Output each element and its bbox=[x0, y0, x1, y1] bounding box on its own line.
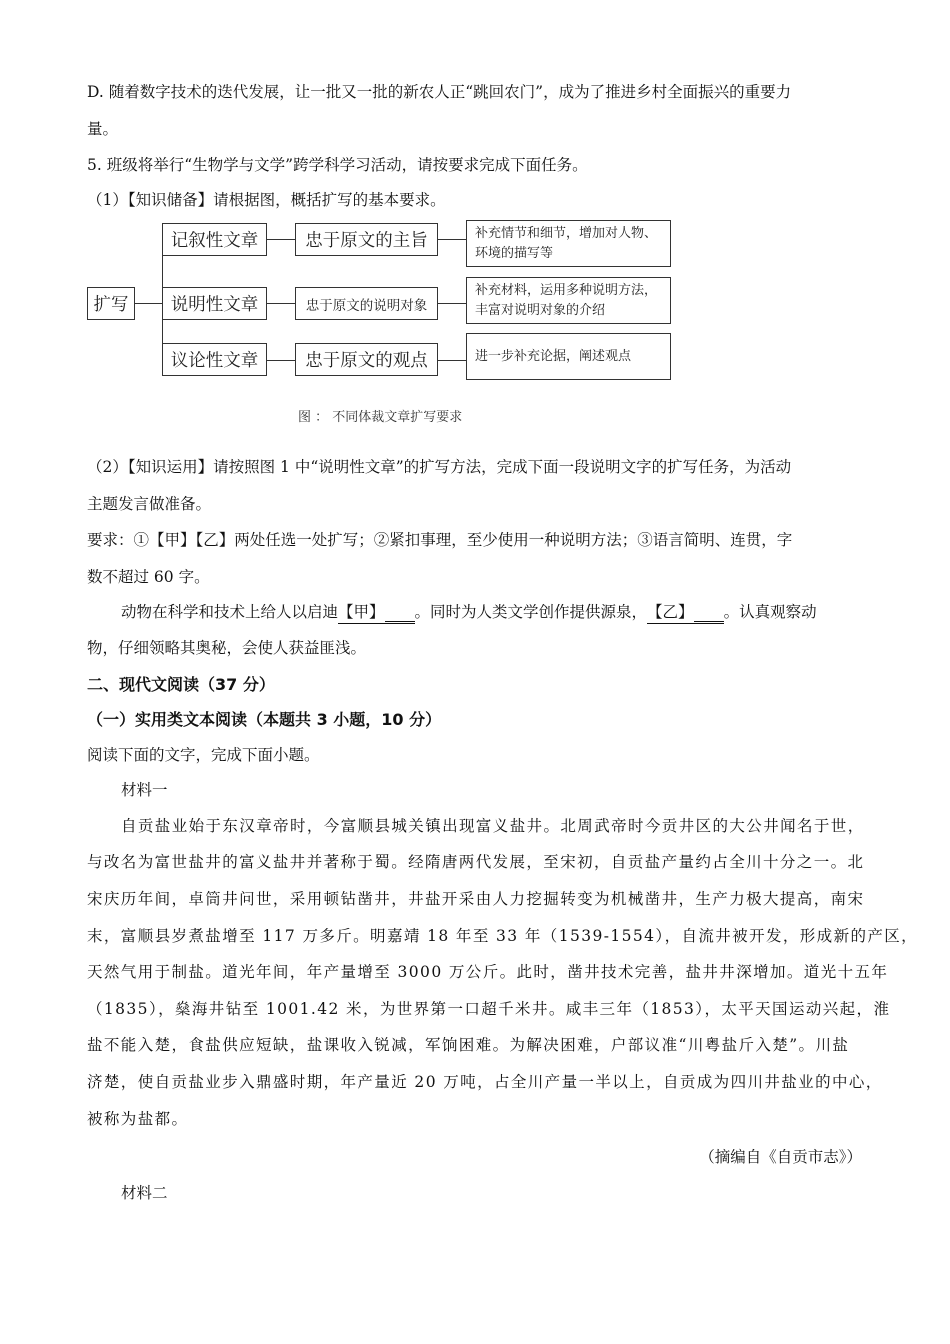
task-2-cont: 主题发言做准备。 bbox=[87, 495, 212, 513]
question-5: 5. 班级将举行“生物学与文学”跨学科学习活动，请按要求完成下面任务。 bbox=[87, 156, 588, 174]
material-1-para: 宋庆历年间，卓筒井问世，采用顿钻凿井，井盐开采由人力挖掘转变为机械凿井，生产力极大提高，南宋 bbox=[87, 890, 865, 908]
material-1-para: 被称为盐都。 bbox=[87, 1110, 189, 1128]
connector bbox=[267, 239, 295, 240]
material-1-para: 济楚，使自贡盐业步入鼎盛时期，年产量近 20 万吨，占全川产量一半以上，自贡成为四川井盐业的中心， bbox=[87, 1073, 883, 1091]
diagram-type-argumentative: 议论性文章 bbox=[162, 343, 267, 376]
diagram-principle-3: 忠于原文的观点 bbox=[295, 343, 438, 376]
expansion-passage bbox=[121, 602, 862, 624]
diagram-principle-1: 忠于原文的主旨 bbox=[295, 223, 438, 256]
reading-instruction: 阅读下面的文字，完成下面小题。 bbox=[87, 746, 320, 764]
requirements-cont: 数不超过 60 字。 bbox=[87, 568, 210, 586]
material-1-para: 自贡盐业始于东汉章帝时，今富顺县城关镇出现富义盐井。北周武帝时今贡井区的大公井闻名于世， bbox=[121, 817, 865, 835]
expansion-passage-cont: 物，仔细领略其奥秘，会使人获益匪浅。 bbox=[87, 639, 367, 657]
diagram-method-1: 补充情节和细节，增加对人物、环境的描写等 bbox=[466, 220, 671, 267]
subsection-heading: （一）实用类文本阅读（本题共 3 小题，10 分） bbox=[87, 710, 442, 729]
task-1: （1）【知识储备】请根据图，概括扩写的基本要求。 bbox=[87, 191, 446, 209]
requirements: 要求：①【甲】【乙】两处任选一处扩写；②紧扣事理，至少使用一种说明方法；③语言简明、连贯，字 bbox=[87, 531, 793, 549]
material-2-label: 材料二 bbox=[121, 1184, 168, 1202]
line-d-option: D. 随着数字技术的迭代发展，让一批又一批的新农人正“跳回农门”，成为了推进乡村全面振兴的重要力 bbox=[87, 83, 792, 101]
material-1-para: 天然气用于制盐。道光年间，年产量增至 3000 万公斤。此时，凿井技术完善，盐井井深增加。道光十五年 bbox=[87, 963, 889, 981]
connector bbox=[267, 303, 295, 304]
diagram-caption: 图 ： 不同体裁文章扩写要求 bbox=[298, 410, 463, 425]
diagram-method-2: 补充材料，运用多种说明方法，丰富对说明对象的介绍 bbox=[466, 277, 671, 324]
connector bbox=[267, 360, 295, 361]
diagram-type-narrative: 记叙性文章 bbox=[162, 223, 267, 256]
line-d-option-cont: 量。 bbox=[87, 120, 119, 138]
passage-text: 。认真观察动 bbox=[723, 603, 817, 621]
diagram-root: 扩写 bbox=[87, 287, 135, 320]
blank-jia: 【甲】 bbox=[338, 602, 415, 624]
diagram-method-3: 进一步补充论据，阐述观点 bbox=[466, 333, 671, 380]
connector bbox=[135, 303, 162, 304]
source-citation: （摘编自《自贡市志》） bbox=[699, 1148, 862, 1166]
material-1-para: 盐不能入楚，食盐供应短缺，盐课收入锐减，军饷困难。为解决困难，户部议准“川粤盐斤入楚”。川盐 bbox=[87, 1036, 850, 1054]
diagram-type-expository: 说明性文章 bbox=[162, 287, 267, 320]
task-2: （2）【知识运用】请按照图 1 中“说明性文章”的扩写方法，完成下面一段说明文字的扩写任务，为活动 bbox=[87, 458, 792, 476]
connector bbox=[438, 239, 466, 240]
passage-text: 。同时为人类文学创作提供源泉， bbox=[414, 603, 648, 621]
section-heading: 二、现代文阅读（37 分） bbox=[87, 675, 275, 694]
material-1-para: （1835），燊海井钻至 1001.42 米，为世界第一口超千米井。咸丰三年（1853），太平天国运动兴起，淮 bbox=[87, 1000, 891, 1018]
expansion-diagram bbox=[86, 219, 676, 385]
material-1-para: 与改名为富世盐井的富义盐井并著称于蜀。经隋唐两代发展，至宋初，自贡盐产量约占全川十分之一。北 bbox=[87, 853, 865, 871]
blank-yi: 【乙】 bbox=[647, 602, 724, 624]
material-1-para: 末，富顺县岁煮盐增至 117 万多斤。明嘉靖 18 年至 33 年（1539-1554），自流井被开发，形成新的产区， bbox=[87, 927, 919, 945]
passage-text: 动物在科学和技术上给人以启迪 bbox=[121, 603, 339, 621]
connector bbox=[438, 360, 466, 361]
material-1-label: 材料一 bbox=[121, 781, 168, 799]
connector bbox=[438, 303, 466, 304]
diagram-principle-2: 忠于原文的说明对象 bbox=[295, 287, 438, 320]
